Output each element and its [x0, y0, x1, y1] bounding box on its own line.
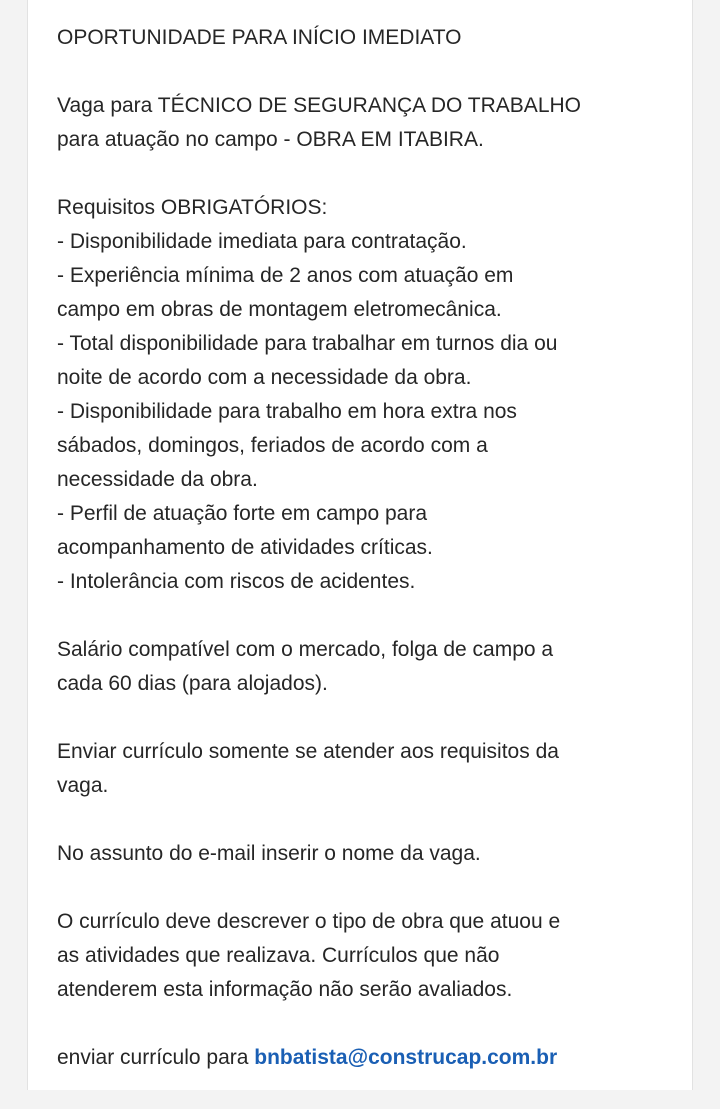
headline: OPORTUNIDADE PARA INÍCIO IMEDIATO	[57, 26, 462, 49]
message-body	[57, 21, 669, 1109]
requirements-heading: Requisitos OBRIGATÓRIOS:	[57, 196, 328, 219]
send-resume-line	[57, 1041, 669, 1075]
send-resume-paragraph	[57, 1041, 669, 1075]
requirement-line: noite de acordo com a necessidade da obra.	[57, 366, 472, 389]
requirement-line: - Intolerância com riscos de acidentes.	[57, 570, 416, 593]
send-condition-line: Enviar currículo somente se atender aos requisitos da	[57, 740, 559, 763]
resume-instruction-line: as atividades que realizava. Currículos que não	[57, 944, 500, 967]
requirement-line: campo em obras de montagem eletromecânica.	[57, 298, 502, 321]
subject-instruction: No assunto do e-mail inserir o nome da vaga.	[57, 842, 481, 865]
send-resume-prefix: enviar currículo para	[57, 1046, 255, 1069]
requirement-line: - Experiência mínima de 2 anos com atuação em	[57, 264, 514, 287]
message-card	[27, 0, 693, 1090]
send-condition-paragraph	[57, 735, 669, 803]
salary-line: cada 60 dias (para alojados).	[57, 672, 328, 695]
salary-line: Salário compatível com o mercado, folga de campo a	[57, 638, 554, 661]
resume-instruction-line: atenderem esta informação não serão avaliados.	[57, 978, 513, 1001]
salary-paragraph	[57, 633, 669, 701]
resume-paragraph	[57, 905, 669, 1007]
requirement-line: necessidade da obra.	[57, 468, 258, 491]
vacancy-line: para atuação no campo - OBRA EM ITABIRA.	[57, 128, 484, 151]
requirement-line: - Total disponibilidade para trabalhar em turnos dia ou	[57, 332, 558, 355]
requirement-line: acompanhamento de atividades críticas.	[57, 536, 433, 559]
send-condition-line: vaga.	[57, 774, 109, 797]
vacancy-paragraph	[57, 89, 669, 157]
email-link[interactable]: bnbatista@construcap.com.br	[254, 1046, 558, 1069]
requirement-line: sábados, domingos, feriados de acordo com a	[57, 434, 488, 457]
requirement-line: - Disponibilidade para trabalho em hora extra nos	[57, 400, 517, 423]
requirements-paragraph	[57, 191, 669, 599]
requirement-line: - Disponibilidade imediata para contratação.	[57, 230, 467, 253]
resume-instruction-line: O currículo deve descrever o tipo de obra que atuou e	[57, 910, 561, 933]
requirement-line: - Perfil de atuação forte em campo para	[57, 502, 428, 525]
headline-paragraph	[57, 21, 669, 55]
subject-paragraph	[57, 837, 669, 871]
vacancy-line: Vaga para TÉCNICO DE SEGURANÇA DO TRABALHO	[57, 94, 581, 117]
